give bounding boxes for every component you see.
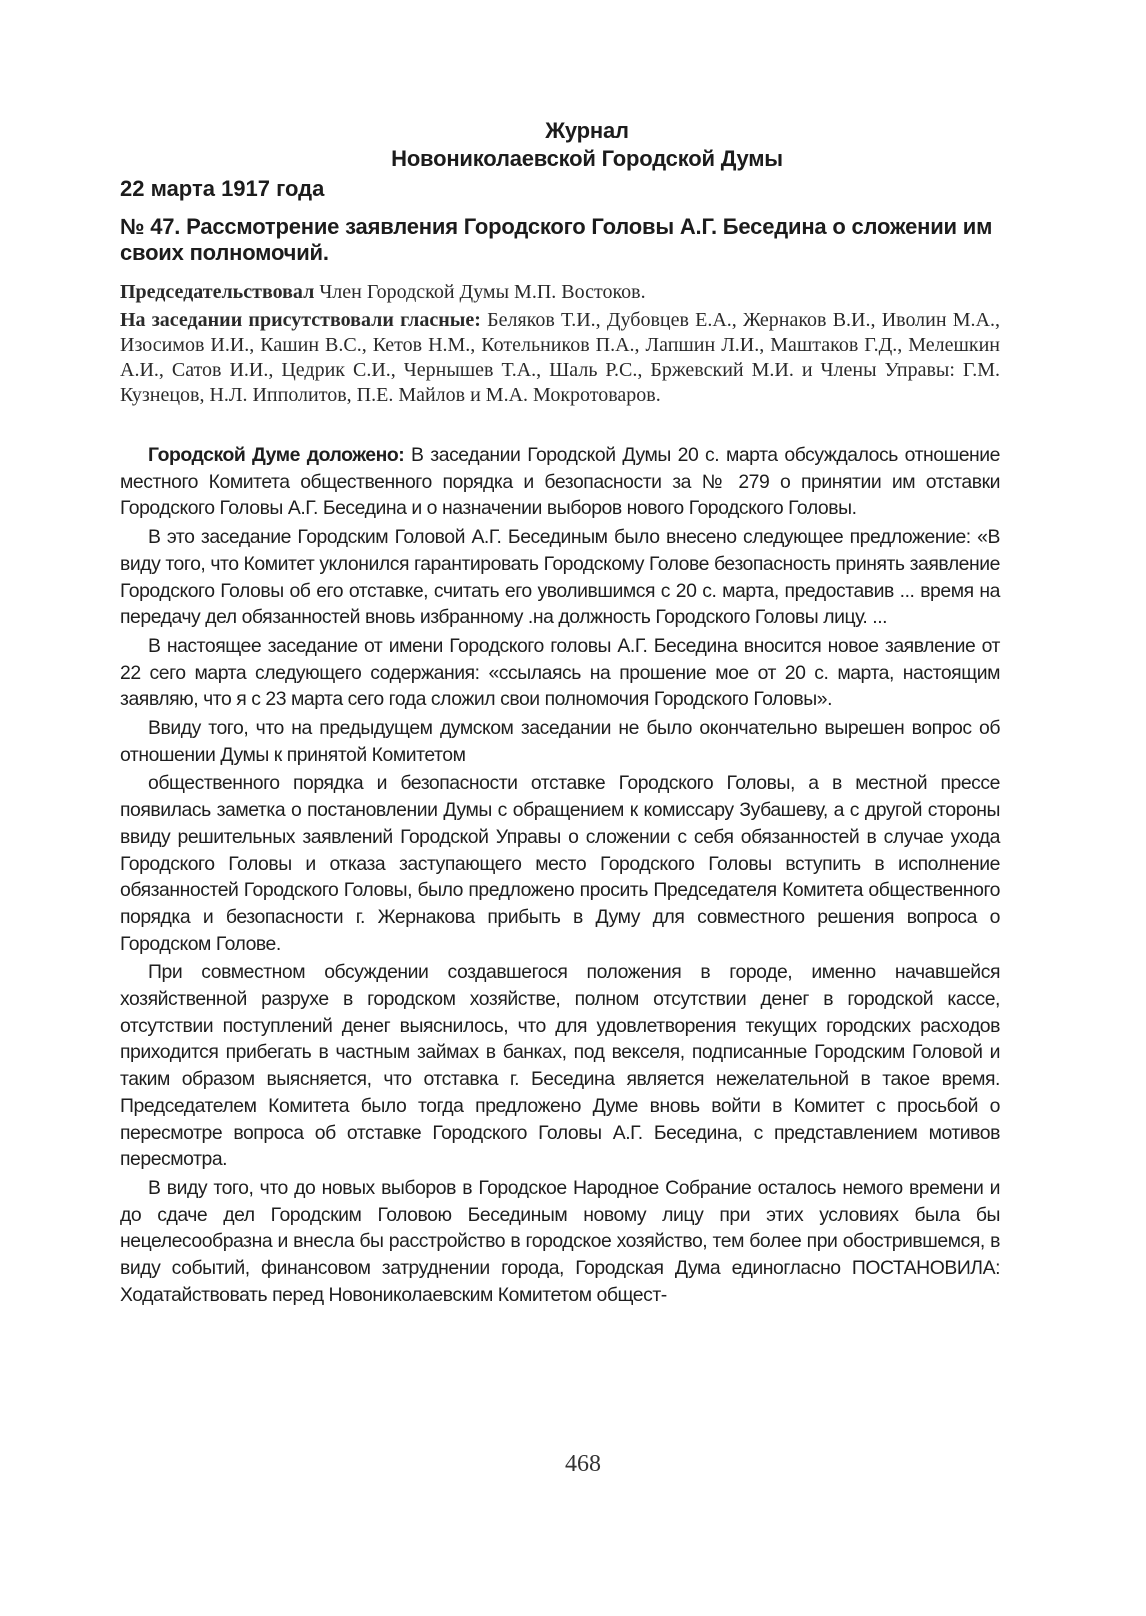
paragraph-1-text: В заседании Городской Думы 20 с. марта обсуждалось отношение местного Комитета общественного порядка и безопасности за № 279 о принятии им отставки Городского Головы А.Г. Беседина и о назначении выборов нового Городского Головы. xyxy=(120,444,1001,520)
document-heading: № 47. Рассмотрение заявления Городского Головы А.Г. Беседина о сложении им своих полномочий. xyxy=(120,214,993,265)
body-text xyxy=(120,442,1000,1311)
paragraph-7: В виду того, что до новых выборов в Городское Народное Собрание осталось немого времени и до сдаче дел Городским Головою Бесединым новому лицу при этих условиях была бы нецелесообразна и внесла бы расстройство в городское хозяйство, тем более при обострившемся, в виду событий, финансовом затруднении города, Городская Дума единогласно ПОСТАНОВИЛА: Ходатайствовать перед Новониколаевским Комитетом общест- xyxy=(120,1176,1000,1306)
journal-title: Журнал xyxy=(545,118,629,143)
page-number: 468 xyxy=(565,1451,601,1477)
paragraph-3: В настоящее заседание от имени Городского головы А.Г. Беседина вносится новое заявление от 22 сего марта следующего содержания: «ссылаясь на прошение мое от 20 с. марта, настоящим заявляю, что я с 23 марта сего года сложил свои полномочия Городского Головы». xyxy=(120,634,1000,711)
reported-label: Городской Думе доложено: xyxy=(148,444,405,466)
chairman-label: Председательствовал xyxy=(120,281,315,303)
attendees-paragraph xyxy=(120,308,1000,408)
attendees-text: Беляков Т.И., Дубовцев Е.А., Жернаков В.И., Иволин М.А., Изосимов И.И., Кашин В.С., Кетов Н.М., Котельников П.А., Лапшин Л.И., Маштаков Г.Д., Мелешкин А.И., Сатов И.И., Цедрик С.И., Чернышев Т.А., Шаль Р.С., Бржевский М.И. и Члены Управы: Г.М. Кузнецов, Н.Л. Ипполитов, П.Е. Майлов и М.А. Мокротоваров. xyxy=(120,309,1000,406)
session-date: 22 марта 1917 года xyxy=(120,176,325,201)
paragraph-5: общественного порядка и безопасности отставке Городского Головы, а в местной прессе появилась заметка о постановлении Думы с обращением к комиссару Зубашеву, а с другой стороны ввиду решительных заявлений Городской Управы о сложении с себя обязанностей в случае ухода Городского Головы и отказа заступающего место Городского Головы вступить в исполнение обязанностей Городского Головы, было предложено просить Председателя Комитета общественного порядка и безопасности г. Жернакова прибыть в Думу для совместного решения вопроса о Городском Голове. xyxy=(120,772,1000,955)
attendees-label: На заседании присутствовали гласные: xyxy=(120,309,481,331)
duma-title: Новониколаевской Городской Думы xyxy=(391,146,783,171)
chairman-line xyxy=(120,280,1000,305)
chairman-text: Член Городской Думы М.П. Востоков. xyxy=(314,281,646,303)
paragraph-1 xyxy=(120,442,1000,522)
paragraph-2: В это заседание Городским Головой А.Г. Бесединым было внесено следующее предложение: «В виду того, что Комитет уклонился гарантировать Городскому Голове безопасность принять заявление Городского Головы об его отставке, считать его уволившимся с 20 с. марта, предоставив ... время на передачу дел обязанностей вновь избранному .на должность Городского Головы лицу. ... xyxy=(120,526,1000,629)
paragraph-4: Ввиду того, что на предыдущем думском заседании не было окончательно вырешен вопрос об отношении Думы к принятой Комитетом xyxy=(120,717,1000,766)
paragraph-6: При совместном обсуждении создавшегося положения в городе, именно начавшейся хозяйственной разрухе в городском хозяйстве, полном отсутствии денег в городской кассе, отсутствии поступлений денег выяснилось, что для удовлетворения текущих городских расходов приходится прибегать в частным займах в банках, под векселя, подписанные Городским Головой и таким образом выясняется, что отставка г. Беседина является нежелательной в такое время. Председателем Комитета было тогда предложено Думе вновь войти в Комитет с просьбой о пересмотре вопроса об отставке Городского Головы А.Г. Беседина, с представлением мотивов пересмотра. xyxy=(120,961,1000,1171)
